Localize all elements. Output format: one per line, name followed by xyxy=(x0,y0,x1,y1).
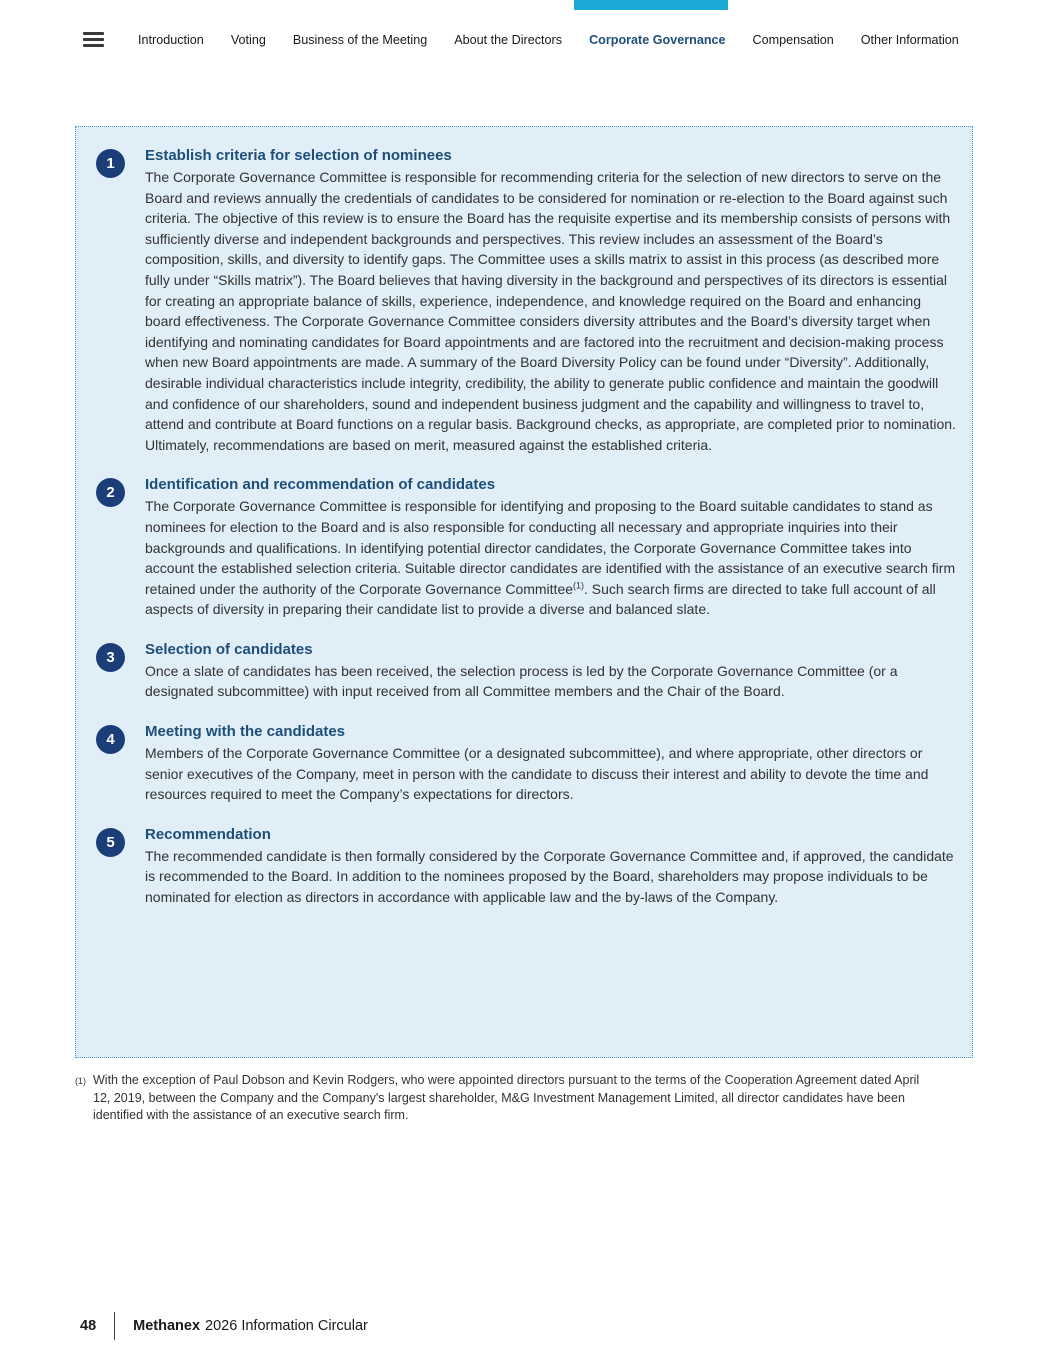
page-number: 48 xyxy=(80,1318,97,1334)
nav-item-about-the-directors[interactable]: About the Directors xyxy=(454,32,563,47)
step-title: Selection of candidates xyxy=(145,640,313,658)
step-number-badge: 1 xyxy=(96,149,125,178)
step-body: Members of the Corporate Governance Committee (or a designated subcommittee), and where appropriate, other directors or senior executives of the Company, meet in person with the candidate to discuss their interest and ability to devote the time and resources required to meet the Company’s expectations for directors. xyxy=(145,745,929,803)
nav-item-corporate-governance[interactable]: Corporate Governance xyxy=(589,32,726,47)
footer-divider xyxy=(114,1312,115,1340)
footer-brand: Methanex xyxy=(133,1318,201,1334)
top-navigation xyxy=(83,32,959,47)
step-number-badge: 4 xyxy=(96,725,125,754)
nav-item-introduction[interactable]: Introduction xyxy=(138,32,204,47)
footer-document-title: 2026 Information Circular xyxy=(205,1318,368,1334)
step-number-badge: 2 xyxy=(96,478,125,507)
footnote xyxy=(75,1072,933,1125)
footnote-reference: (1) xyxy=(573,580,585,591)
process-step-2 xyxy=(96,476,956,620)
process-step-5 xyxy=(96,826,956,908)
nomination-process-panel xyxy=(75,126,973,1058)
step-title: Establish criteria for selection of nominees xyxy=(145,147,452,164)
step-number-badge: 5 xyxy=(96,828,125,857)
step-body: The Corporate Governance Committee is responsible for recommending criteria for the selection of new directors to serve on the Board and reviews annually the credentials of candidates to be considered for nomination or re-election to the Board against such criteria. The objective of this review is to ensure the Board has the requisite expertise and its membership consists of persons with sufficiently diverse and independent backgrounds and perspectives. This review includes an assessment of the Board’s composition, skills, and diversity to identify gaps. The Committee uses a skills matrix to assist in this process (as described more fully under “Skills matrix”). The Board believes that having diversity in the background and perspectives of its directors is essential for creating an appropriate balance of skills, experience, independence, and knowledge required on the Board and enhancing board effectiveness. The Corporate Governance Committee considers diversity attributes and the Board’s diversity target when identifying and nominating candidates for Board appointments and are factored into the recruitment and decision-making process when new Board appointments are made. A summary of the Board Diversity Policy can be found under “Diversity”. Additionally, desirable individual characteristics include integrity, credibility, the ability to generate public confidence and maintain the goodwill and confidence of our shareholders, sound and independent business judgment and the capability and willingness to travel to, attend and contribute at Board functions on a regular basis. Background checks, as appropriate, are completed prior to nomination. Ultimately, recommendations are based on merit, measured against the established criteria. xyxy=(145,169,956,453)
step-title: Meeting with the candidates xyxy=(145,723,346,741)
process-step-3 xyxy=(96,641,956,702)
step-title: Identification and recommendation of candidates xyxy=(145,476,496,494)
page-footer xyxy=(80,1312,368,1340)
footnote-marker: (1) xyxy=(75,1076,86,1086)
nav-item-business-of-the-meeting[interactable]: Business of the Meeting xyxy=(292,32,428,47)
footnote-text: With the exception of Paul Dobson and Kevin Rodgers, who were appointed directors pursuant to the terms of the Cooperation Agreement dated April 12, 2019, between the Company and the Company's largest shareholder, M&G Investment Management Limited, all director candidates have been identified with the assistance of an executive search firm. xyxy=(93,1073,920,1123)
active-tab-accent-bar xyxy=(574,0,728,10)
step-body: The Corporate Governance Committee is responsible for identifying and proposing to the Board suitable candidates to stand as nominees for election to the Board and is also responsible for conducting all necessary and appropriate inquiries into their backgrounds and qualifications. In identifying potential director candidates, the Corporate Governance Committee takes into account the established selection criteria. Suitable director candidates are identified with the assistance of an executive search firm retained under the authority of the Corporate Governance Committee$^{(1)}$. Such search firms are directed to take full account of all aspects of diversity in preparing their candidate list to provide a diverse and balanced slate. xyxy=(145,498,956,618)
nav-item-other-information[interactable]: Other Information xyxy=(860,32,959,47)
step-body: The recommended candidate is then formally considered by the Corporate Governance Committee and, if approved, the candidate is recommended to the Board. In addition to the nominees proposed by the Board, shareholders may propose individuals to be nominated for election as directors in accordance with applicable law and the by-laws of the Company. xyxy=(145,847,954,906)
process-step-4 xyxy=(96,723,956,805)
menu-icon[interactable] xyxy=(83,32,104,47)
step-body: Once a slate of candidates has been received, the selection process is led by the Corporate Governance Committee (or a designated subcommittee) with input received from all Committee members and the Chair of the Board. xyxy=(145,662,898,700)
nav-item-voting[interactable]: Voting xyxy=(230,32,266,47)
process-step-1 xyxy=(96,147,956,455)
nav-item-compensation[interactable]: Compensation xyxy=(752,32,834,47)
step-number-badge: 3 xyxy=(96,643,125,672)
step-title: Recommendation xyxy=(145,825,271,843)
